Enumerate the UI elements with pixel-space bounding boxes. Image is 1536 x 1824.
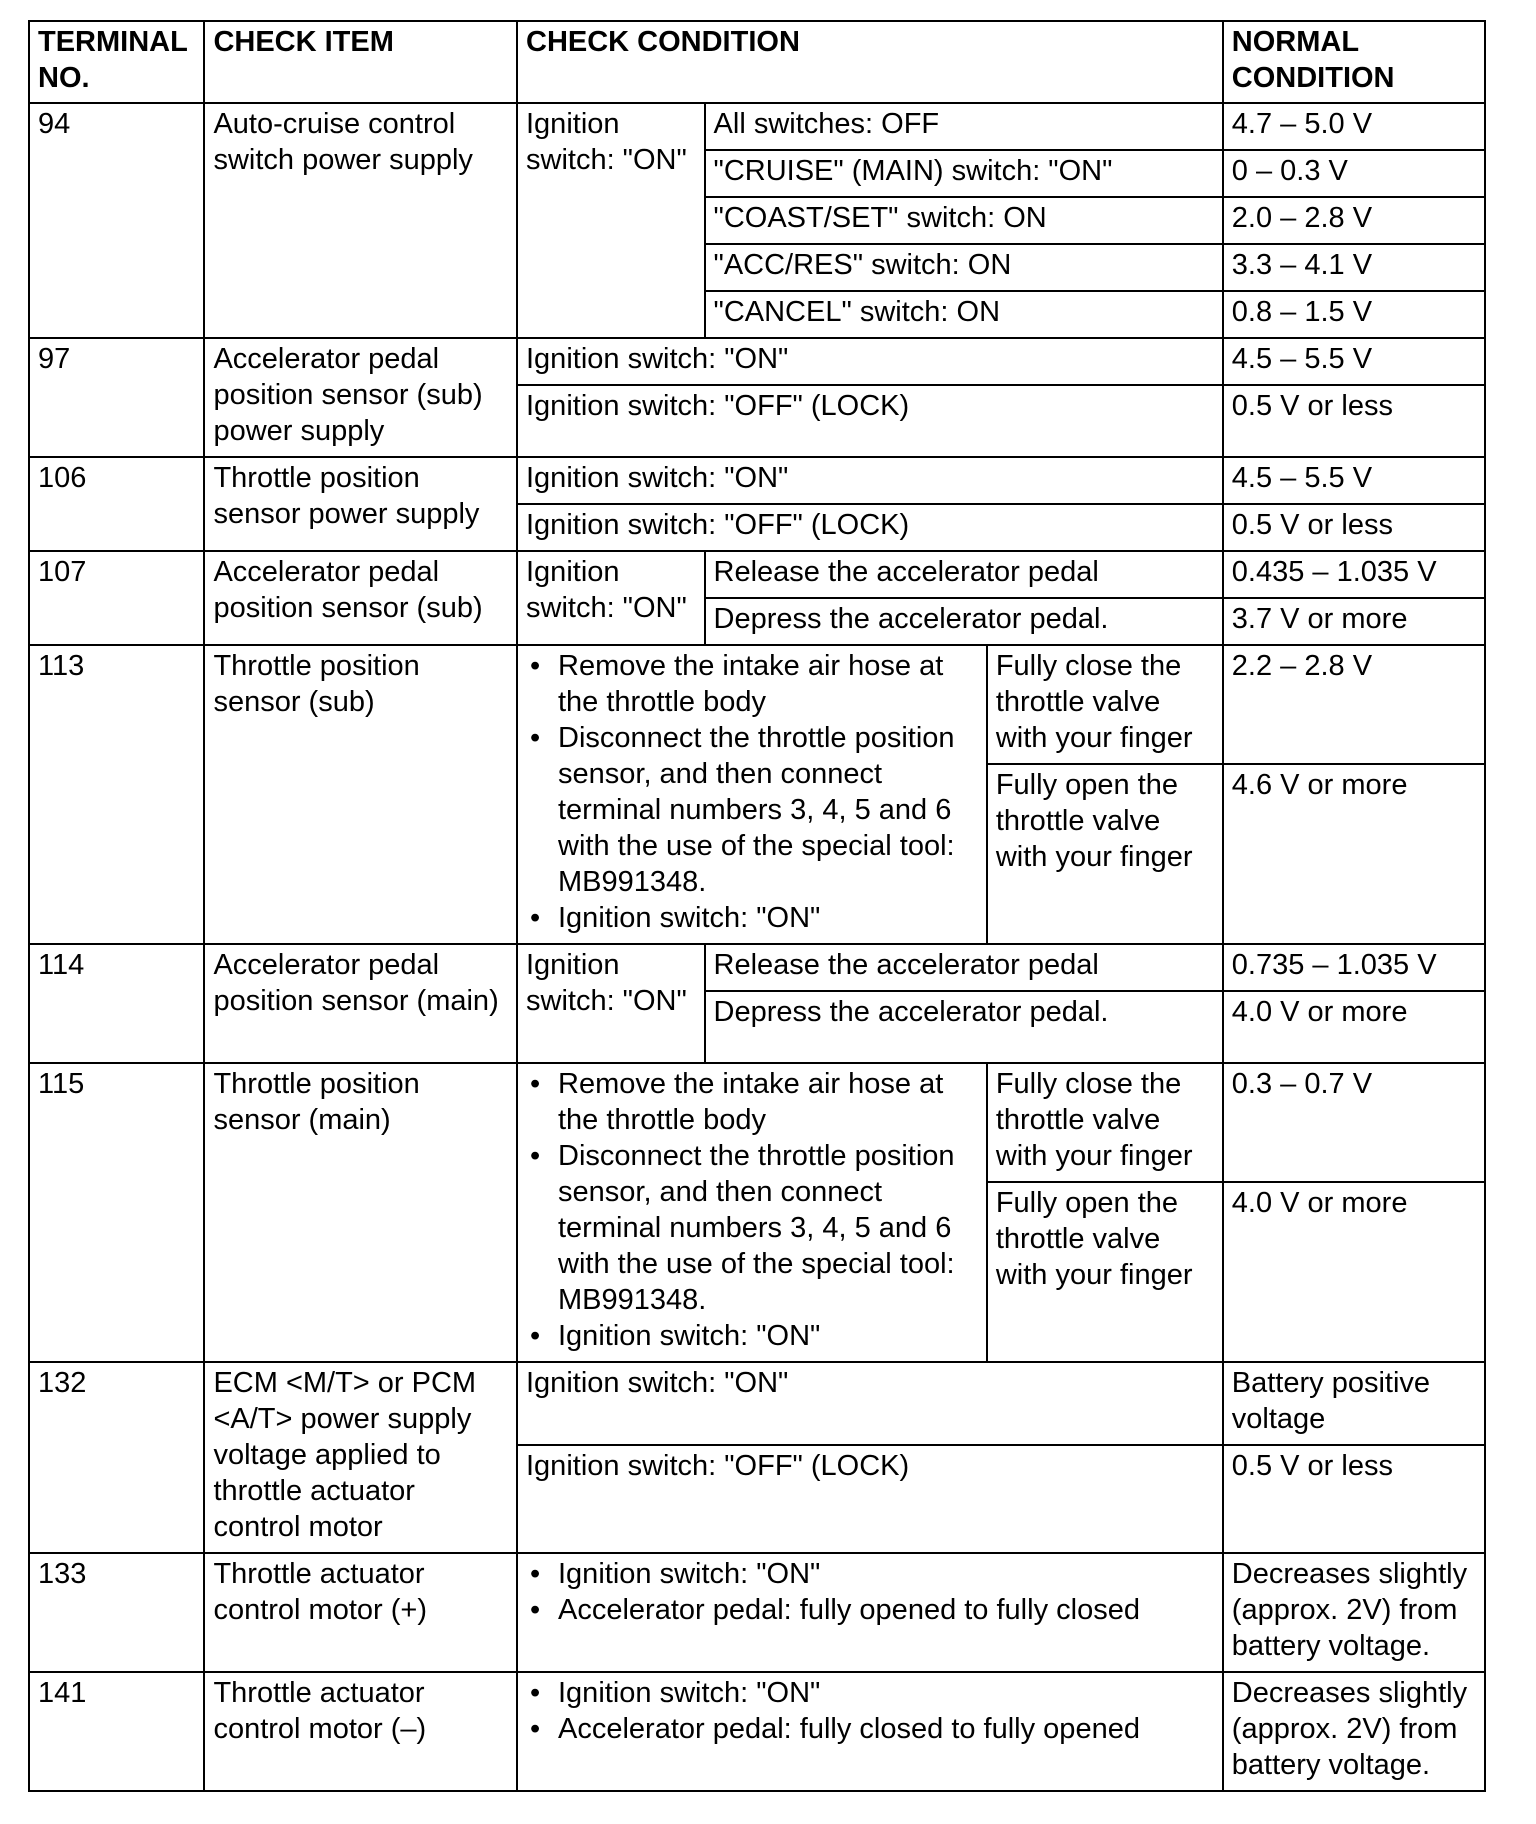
terminal-cell: 115 <box>29 1063 204 1362</box>
terminal-cell: 107 <box>29 551 204 645</box>
normal-cell: 0.735 – 1.035 V <box>1223 944 1485 991</box>
check-item-cell: Throttle position sensor (sub) <box>204 645 517 944</box>
terminal-cell: 94 <box>29 103 204 338</box>
table-row <box>29 645 1485 764</box>
condition-cell: Fully open the throttle valve with your finger <box>987 1182 1223 1362</box>
table-row <box>29 944 1485 991</box>
condition-cell: Fully open the throttle valve with your finger <box>987 764 1223 944</box>
list-item: • Ignition switch: "ON" <box>558 1318 978 1354</box>
condition-cell: "COAST/SET" switch: ON <box>705 197 1223 244</box>
normal-cell: 0.3 – 0.7 V <box>1223 1063 1485 1182</box>
table-row <box>29 1362 1485 1445</box>
procedure-list <box>526 648 978 936</box>
condition-cell: Ignition switch: "OFF" (LOCK) <box>517 385 1223 457</box>
terminal-cell: 133 <box>29 1553 204 1672</box>
table-row <box>29 338 1485 385</box>
normal-cell: 0.5 V or less <box>1223 385 1485 457</box>
list-item: • Ignition switch: "ON" <box>558 1675 1214 1711</box>
group-condition-cell: Ignition switch: "ON" <box>517 551 705 645</box>
check-item-cell: Throttle position sensor power supply <box>204 457 517 551</box>
normal-cell: 2.0 – 2.8 V <box>1223 197 1485 244</box>
condition-cell: Release the accelerator pedal <box>705 551 1223 598</box>
normal-cell: 3.7 V or more <box>1223 598 1485 645</box>
normal-cell: 0 – 0.3 V <box>1223 150 1485 197</box>
group-condition-cell: Ignition switch: "ON" <box>517 103 705 338</box>
normal-cell: 4.0 V or more <box>1223 991 1485 1063</box>
check-item-cell: Accelerator pedal position sensor (sub) <box>204 551 517 645</box>
condition-cell: "ACC/RES" switch: ON <box>705 244 1223 291</box>
condition-cell: Fully close the throttle valve with your finger <box>987 645 1223 764</box>
normal-cell: Battery positive voltage <box>1223 1362 1485 1445</box>
terminal-cell: 114 <box>29 944 204 1063</box>
condition-cell: Ignition switch: "OFF" (LOCK) <box>517 504 1223 551</box>
table-row <box>29 1553 1485 1672</box>
check-item-cell: Throttle position sensor (main) <box>204 1063 517 1362</box>
procedure-cell <box>517 1672 1223 1791</box>
condition-cell: Release the accelerator pedal <box>705 944 1223 991</box>
procedure-cell <box>517 645 987 944</box>
condition-cell: Fully close the throttle valve with your finger <box>987 1063 1223 1182</box>
normal-cell: Decreases slightly (approx. 2V) from battery voltage. <box>1223 1553 1485 1672</box>
check-item-cell: Auto-cruise control switch power supply <box>204 103 517 338</box>
terminal-cell: 106 <box>29 457 204 551</box>
list-item: • Remove the intake air hose at the throttle body <box>558 1066 978 1138</box>
condition-cell: Ignition switch: "ON" <box>517 1362 1223 1445</box>
terminal-cell: 132 <box>29 1362 204 1553</box>
check-item-cell: ECM <M/T> or PCM <A/T> power supply voltage applied to throttle actuator control motor <box>204 1362 517 1553</box>
condition-cell: Ignition switch: "ON" <box>517 338 1223 385</box>
normal-cell: 2.2 – 2.8 V <box>1223 645 1485 764</box>
normal-cell: 4.7 – 5.0 V <box>1223 103 1485 150</box>
table-row <box>29 103 1485 150</box>
list-item: • Accelerator pedal: fully closed to fully opened <box>558 1711 1214 1747</box>
condition-cell: Ignition switch: "ON" <box>517 457 1223 504</box>
condition-cell: Ignition switch: "OFF" (LOCK) <box>517 1445 1223 1553</box>
check-item-cell: Accelerator pedal position sensor (sub) power supply <box>204 338 517 457</box>
table-row <box>29 1063 1485 1182</box>
condition-cell: Depress the accelerator pedal. <box>705 991 1223 1063</box>
group-condition-cell: Ignition switch: "ON" <box>517 944 705 1063</box>
terminal-cell: 141 <box>29 1672 204 1791</box>
procedure-list <box>526 1556 1214 1628</box>
condition-cell: "CRUISE" (MAIN) switch: "ON" <box>705 150 1223 197</box>
normal-cell: 0.5 V or less <box>1223 504 1485 551</box>
procedure-list <box>526 1066 978 1354</box>
list-item: • Disconnect the throttle position sensor, and then connect terminal numbers 3, 4, 5 and 6 with the use of the special tool: MB991348. <box>558 1138 978 1318</box>
list-item: • Disconnect the throttle position sensor, and then connect terminal numbers 3, 4, 5 and 6 with the use of the special tool: MB991348. <box>558 720 978 900</box>
table-row <box>29 1672 1485 1791</box>
check-item-cell: Throttle actuator control motor (–) <box>204 1672 517 1791</box>
table-row <box>29 551 1485 598</box>
normal-cell: 4.6 V or more <box>1223 764 1485 944</box>
list-item: • Ignition switch: "ON" <box>558 900 978 936</box>
terminal-cell: 97 <box>29 338 204 457</box>
list-item: • Accelerator pedal: fully opened to fully closed <box>558 1592 1214 1628</box>
condition-cell: "CANCEL" switch: ON <box>705 291 1223 338</box>
terminal-cell: 113 <box>29 645 204 944</box>
normal-cell: 0.5 V or less <box>1223 1445 1485 1553</box>
condition-cell: All switches: OFF <box>705 103 1223 150</box>
header-check-item: CHECK ITEM <box>204 21 517 103</box>
header-check-condition: CHECK CONDITION <box>517 21 1223 103</box>
procedure-cell <box>517 1553 1223 1672</box>
list-item: • Ignition switch: "ON" <box>558 1556 1214 1592</box>
terminal-check-table <box>28 20 1486 1792</box>
check-item-cell: Accelerator pedal position sensor (main) <box>204 944 517 1063</box>
normal-cell: 3.3 – 4.1 V <box>1223 244 1485 291</box>
check-item-cell: Throttle actuator control motor (+) <box>204 1553 517 1672</box>
normal-cell: 4.5 – 5.5 V <box>1223 338 1485 385</box>
normal-cell: 4.5 – 5.5 V <box>1223 457 1485 504</box>
normal-cell: 0.8 – 1.5 V <box>1223 291 1485 338</box>
header-row <box>29 21 1485 103</box>
header-terminal-no: TERMINAL NO. <box>29 21 204 103</box>
table-row <box>29 457 1485 504</box>
normal-cell: 4.0 V or more <box>1223 1182 1485 1362</box>
procedure-cell <box>517 1063 987 1362</box>
normal-cell: 0.435 – 1.035 V <box>1223 551 1485 598</box>
header-normal-condition: NORMAL CONDITION <box>1223 21 1485 103</box>
procedure-list <box>526 1675 1214 1747</box>
list-item: • Remove the intake air hose at the throttle body <box>558 648 978 720</box>
condition-cell: Depress the accelerator pedal. <box>705 598 1223 645</box>
normal-cell: Decreases slightly (approx. 2V) from battery voltage. <box>1223 1672 1485 1791</box>
